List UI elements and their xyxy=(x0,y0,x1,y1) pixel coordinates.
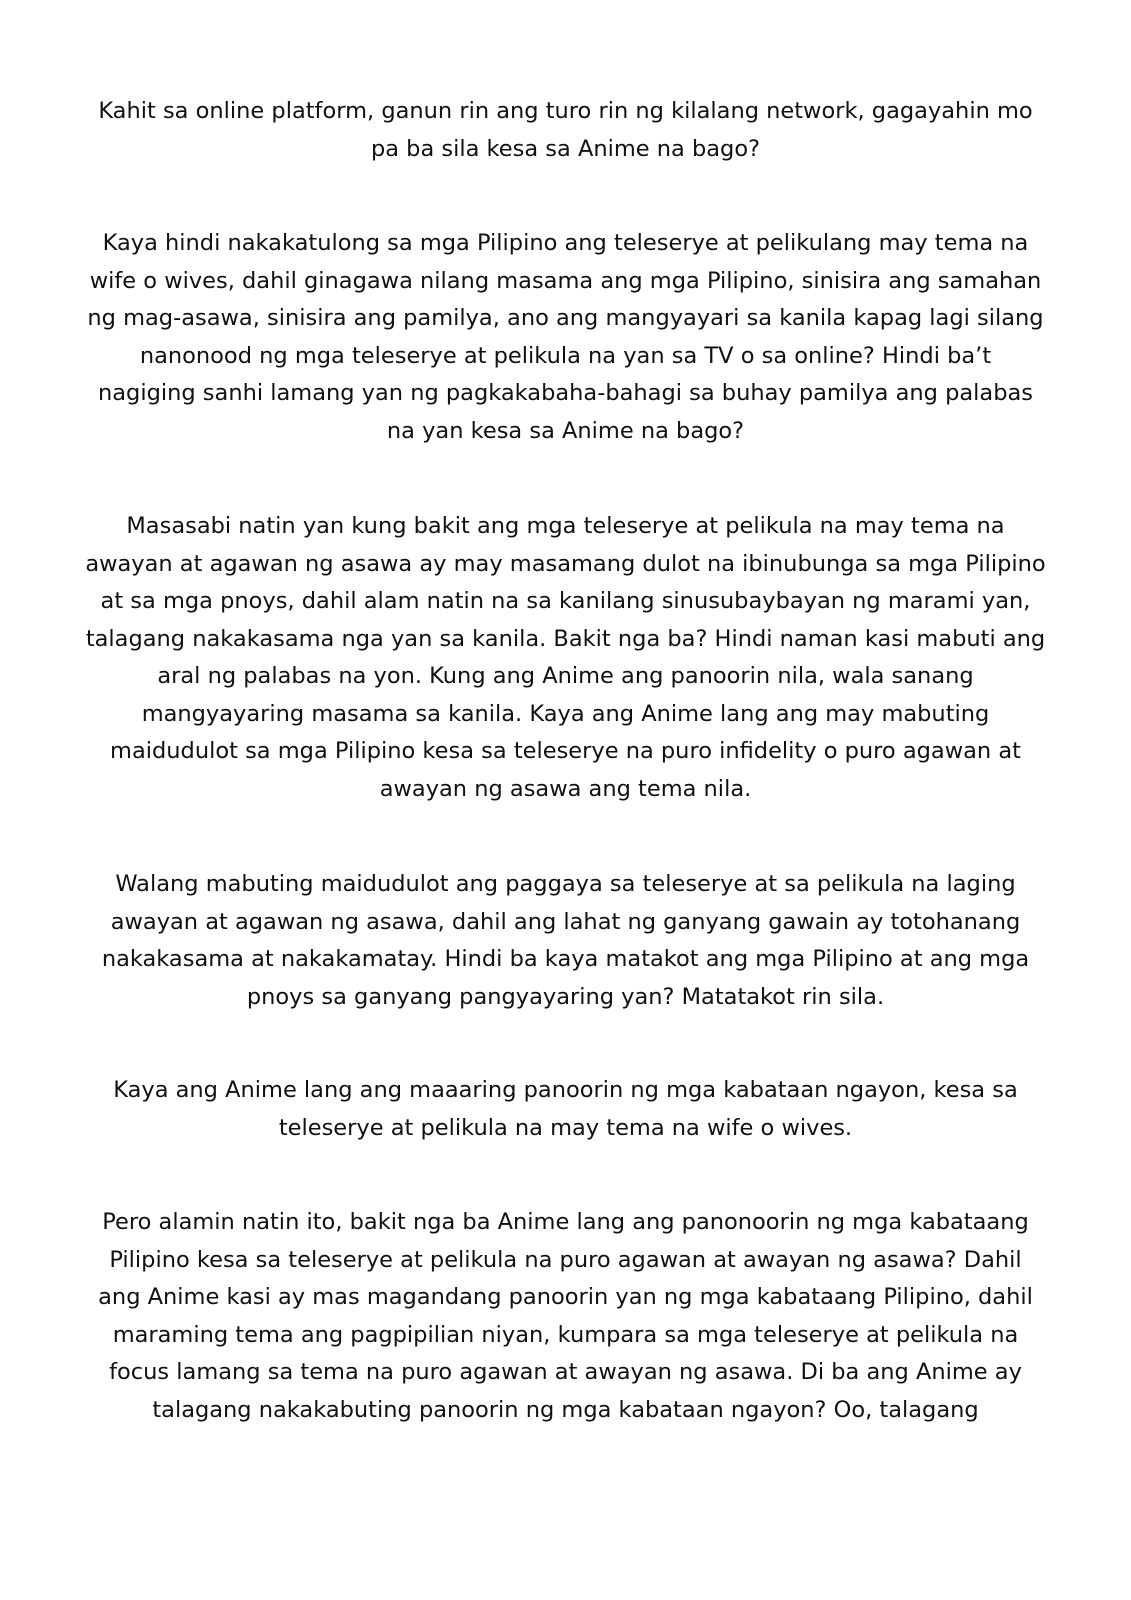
paragraph-line: Pero alamin natin ito, bakit nga ba Anime lang ang panonoorin ng mga kabataang xyxy=(102,1209,1029,1235)
paragraph-line: awayan at agawan ng asawa ay may masamang dulot na ibinubunga sa mga Pilipino xyxy=(85,550,1046,577)
paragraph-line: aral ng palabas na yon. Kung ang Anime ang panoorin nila, wala sanang xyxy=(157,663,974,689)
paragraph-line: Masasabi natin yan kung bakit ang mga teleserye at pelikula na may tema na xyxy=(126,513,1005,539)
paragraph-line: Pilipino kesa sa teleserye at pelikula na puro agawan at awayan ng asawa? Dahil xyxy=(109,1246,1022,1273)
paragraph-line: ang Anime kasi ay mas magandang panoorin yan ng mga kabataang Pilipino, dahil xyxy=(98,1284,1033,1310)
paragraph-line: awayan at agawan ng asawa, dahil ang lahat ng ganyang gawain ay totohanang xyxy=(110,908,1021,935)
paragraph-line: teleserye at pelikula na may tema na wife o wives. xyxy=(278,1114,853,1141)
paragraph-line: Walang mabuting maidudulot ang paggaya sa teleserye at sa pelikula na laging xyxy=(115,871,1016,897)
paragraph-6 xyxy=(60,1204,1071,1429)
paragraph-line: Kahit sa online platform, ganun rin ang turo rin ng kilalang network, gagayahin mo xyxy=(98,98,1033,124)
paragraph-line: Kaya ang Anime lang ang maaaring panoorin ng mga kabataan ngayon, kesa sa xyxy=(113,1077,1018,1103)
paragraph-line: maidudulot sa mga Pilipino kesa sa teleserye na puro infidelity o puro agawan at xyxy=(110,738,1021,764)
paragraph-line: nakakasama at nakakamatay. Hindi ba kaya matakot ang mga Pilipino at ang mga xyxy=(101,946,1030,972)
paragraph-line: ng mag-asawa, sinisira ang pamilya, ano ang mangyayari sa kanila kapag lagi silang xyxy=(87,305,1044,331)
paragraph-line: focus lamang sa tema na puro agawan at awayan ng asawa. Di ba ang Anime ay xyxy=(109,1359,1022,1385)
paragraph-line: na yan kesa sa Anime na bago? xyxy=(386,417,745,444)
paragraph-3 xyxy=(60,508,1071,808)
paragraph-line: nagiging sanhi lamang yan ng pagkakabaha-bahagi sa buhay pamilya ang palabas xyxy=(98,380,1033,406)
paragraph-4 xyxy=(60,866,1071,1016)
paragraph-line: awayan ng asawa ang tema nila. xyxy=(379,775,752,802)
paragraph-line: Kaya hindi nakakatulong sa mga Pilipino ang teleserye at pelikulang may tema na xyxy=(102,230,1029,256)
paragraph-line: talagang nakakabuting panoorin ng mga kabataan ngayon? Oo, talagang xyxy=(152,1396,979,1423)
paragraph-line: talagang nakakasama nga yan sa kanila. Bakit nga ba? Hindi naman kasi mabuti ang xyxy=(85,625,1046,652)
paragraph-line: maraming tema ang pagpipilian niyan, kumpara sa mga teleserye at pelikula na xyxy=(112,1321,1019,1348)
paragraph-line: pnoys sa ganyang pangyayaring yan? Matatakot rin sila. xyxy=(246,983,885,1010)
paragraph-line: wife o wives, dahil ginagawa nilang masama ang mga Pilipino, sinisira ang samahan xyxy=(89,267,1042,294)
paragraph-5 xyxy=(60,1072,1071,1147)
paragraph-line: nanonood ng mga teleserye at pelikula na yan sa TV o sa online? Hindi ba’t xyxy=(139,342,992,369)
paragraph-line: at sa mga pnoys, dahil alam natin na sa kanilang sinusubaybayan ng marami yan, xyxy=(100,588,1031,614)
paragraph-2 xyxy=(60,225,1071,450)
paragraph-line: pa ba sila kesa sa Anime na bago? xyxy=(370,135,761,162)
paragraph-1 xyxy=(60,93,1071,168)
paragraph-line: mangyayaring masama sa kanila. Kaya ang Anime lang ang may mabuting xyxy=(141,700,990,727)
